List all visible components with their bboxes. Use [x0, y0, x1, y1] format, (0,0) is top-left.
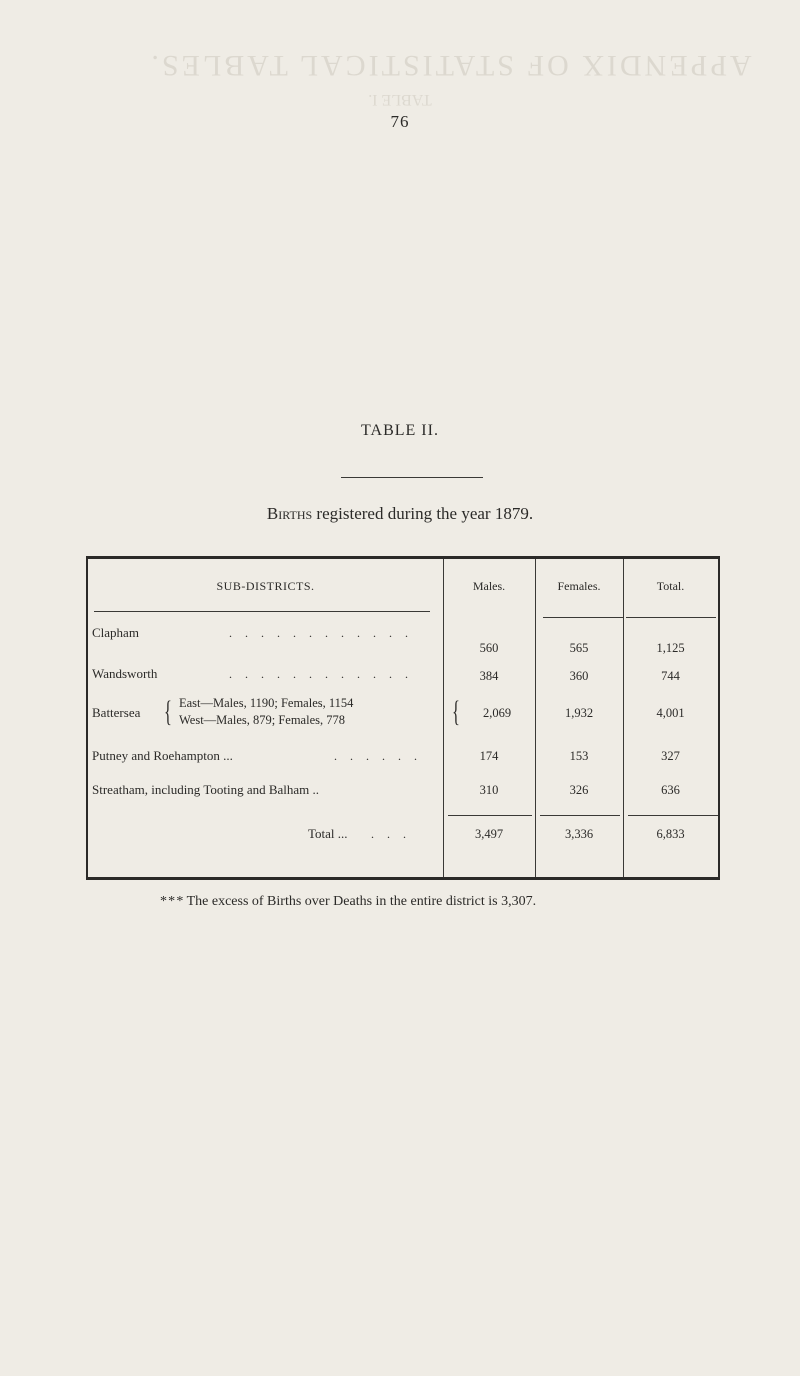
row-dots-clapham: . . . . . . . . . . . . [229, 626, 413, 640]
left-brace: { [164, 695, 172, 728]
row-label-streatham: Streatham, including Tooting and Balham .. [92, 782, 320, 797]
caption-lead: Births [266, 504, 313, 523]
row-dots-putney: . . . . . . [334, 749, 422, 763]
caption-rest: registered during the year 1879. [312, 504, 534, 523]
table-title: TABLE II. [361, 422, 439, 439]
battersea-east-detail: East—Males, 1190; Females, 1154 [179, 696, 354, 710]
cell-clapham-total: 1,125 [656, 641, 685, 655]
title-rule [341, 477, 483, 478]
cell-total-females: 3,336 [564, 827, 594, 841]
table-caption [0, 504, 800, 524]
battersea-west-detail: West—Males, 879; Females, 778 [179, 713, 345, 727]
cell-putney-total: 327 [661, 749, 680, 763]
cell-streatham-total: 636 [661, 783, 680, 797]
males-brace: { [452, 695, 460, 728]
sum-rule-females [540, 815, 620, 816]
page-number: 76 [390, 112, 410, 131]
row-dots-wandsworth: . . . . . . . . . . . . [229, 667, 413, 681]
row-label-clapham: Clapham [92, 625, 139, 640]
cell-total-total: 6,833 [656, 827, 685, 841]
row-label-battersea: Battersea [92, 705, 141, 720]
total-label: Total ... [308, 826, 348, 841]
cell-streatham-males: 310 [479, 783, 499, 797]
cell-wandsworth-males: 384 [479, 669, 499, 683]
header-sub-districts: SUB-DISTRICTS. [216, 579, 315, 593]
row-label-wandsworth: Wandsworth [92, 666, 158, 681]
births-table [86, 556, 720, 880]
sum-rule-total [628, 815, 718, 816]
sum-rule-males [448, 815, 532, 816]
cell-wandsworth-females: 360 [569, 669, 589, 683]
cell-battersea-total: 4,001 [656, 706, 685, 720]
total-dots: . . . [371, 827, 411, 841]
footnote: * * * The excess of Births over Deaths in the entire district is 3,307. [160, 894, 537, 909]
row-label-putney: Putney and Roehampton ... [92, 748, 233, 763]
header-males: Males. [472, 579, 506, 593]
bleed-through-heading: APPENDIX OF STATISTICAL TABLES. [148, 49, 752, 82]
cell-battersea-males: 2,069 [482, 706, 512, 720]
header-total: Total. [656, 579, 685, 593]
cell-clapham-females: 565 [569, 641, 589, 655]
cell-putney-males: 174 [479, 749, 499, 763]
header-rule-females [543, 617, 623, 618]
cell-wandsworth-total: 744 [661, 669, 680, 683]
cell-streatham-females: 326 [569, 783, 589, 797]
cell-battersea-females: 1,932 [564, 706, 594, 720]
header-rule-subdistricts [94, 611, 430, 612]
bleed-through-sub: TABLE I. [368, 91, 432, 108]
header-females: Females. [557, 579, 601, 593]
cell-putney-females: 153 [569, 749, 589, 763]
cell-total-males: 3,497 [474, 827, 504, 841]
cell-clapham-males: 560 [479, 641, 499, 655]
header-rule-total [626, 617, 716, 618]
